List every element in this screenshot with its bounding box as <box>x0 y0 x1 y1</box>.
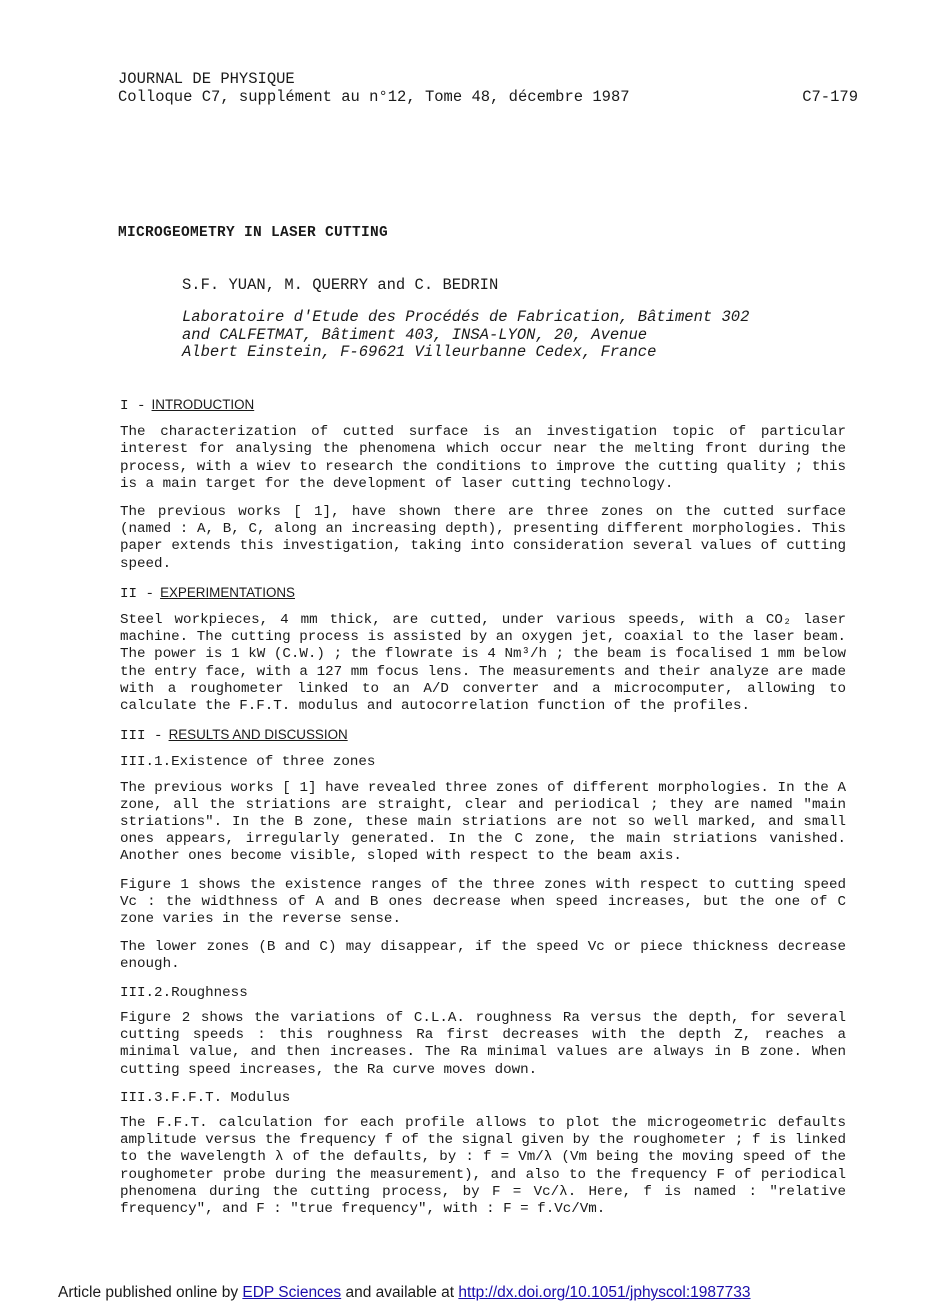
journal-header <box>118 70 858 106</box>
publisher-link[interactable]: EDP Sciences <box>242 1284 342 1301</box>
paragraph: The lower zones (B and C) may disappear, if the speed Vc or piece thickness decrease enough. <box>120 939 846 973</box>
section-heading-results: III - RESULTS AND DISCUSSION <box>120 727 348 745</box>
paragraph: Figure 2 shows the variations of C.L.A. roughness Ra versus the depth, for several cutting speeds : this roughness Ra first decreases with the depth Z, reaches a minimal value, and then increases. The Ra minimal values are always in B zone. When cutting speed increases, the Ra curve moves down. <box>120 1009 846 1078</box>
publication-footer <box>58 1284 751 1302</box>
subsection-heading: III.3.F.F.T. Modulus <box>120 1089 291 1106</box>
section-heading-experimentations: II - EXPERIMENTATIONS <box>120 584 295 602</box>
affiliation-line: Laboratoire d'Etude des Procédés de Fabrication, Bâtiment 302 <box>182 308 750 326</box>
affiliation <box>182 309 842 362</box>
paragraph: Figure 1 shows the existence ranges of the three zones with respect to cutting speed Vc : the widthness of A and B ones decrease when speed increases, but the one of C zone varies in the reverse sense. <box>120 876 846 928</box>
paper-body <box>120 396 846 1229</box>
footer-middle: and available at <box>341 1284 459 1301</box>
journal-name: JOURNAL DE PHYSIQUE <box>118 70 295 88</box>
paragraph: The previous works [ 1], have shown there are three zones on the cutted surface (named : A, B, C, along an increasing depth), presenting different morphologies. This paper extends this investigation, taking into consideration several values of cutting speed. <box>120 504 846 572</box>
affiliation-line: and CALFETMAT, Bâtiment 403, INSA-LYON, 20, Avenue <box>182 325 648 344</box>
paragraph: The characterization of cutted surface is an investigation topic of particular interest for analysing the phenomena which occur near the melting front during the process, with a wiev to research the conditions to improve the cutting quality ; this is a main target for the development of laser cutting technology. <box>120 424 846 492</box>
page-number: C7-179 <box>802 88 858 106</box>
paragraph: The previous works [ 1] have revealed three zones of different morphologies. In the A zone, all the striations are straight, clear and periodical ; they are named "main striations". In the B zone, these main striations are not so well marked, and small ones appears, irregularly generated. In the C zone, the main striations vanished. Another ones become visible, sloped with respect to the beam axis. <box>120 779 846 865</box>
footer-prefix: Article published online by <box>58 1284 243 1301</box>
paper-title: MICROGEOMETRY IN LASER CUTTING <box>118 225 389 241</box>
section-heading-introduction: I - INTRODUCTION <box>120 397 255 414</box>
authors: S.F. YUAN, M. QUERRY and C. BEDRIN <box>182 276 499 294</box>
paragraph: Steel workpieces, 4 mm thick, are cutted, under various speeds, with a CO₂ laser machine. The cutting process is assisted by an oxygen jet, coaxial to the laser beam. The power is 1 kW (C.W.) ; the flowrate is 4 Nm³/h ; the beam is focalised 1 mm below the entry face, with a 127 mm focus lens. The measurements and their analyze are made with a roughometer linked to an A/D converter and a microcomputer, allowing to calculate the F.F.T. modulus and autocorrelation function of the profiles. <box>120 612 846 715</box>
paragraph: The F.F.T. calculation for each profile allows to plot the microgeometric defaults amplitude versus the frequency f of the signal given by the roughometer ; f is linked to the wavelength λ of the defaults, by : f = Vm/λ (Vm being the moving speed of the roughometer probe during the measurement), and also to the frequency F of periodical phenomena during the cutting process, by F = Vc/λ. Here, f is named : "relative frequency", and F : "true frequency", with : F = f.Vc/Vm. <box>120 1114 846 1217</box>
affiliation-line: Albert Einstein, F-69621 Villeurbanne Cedex, France <box>182 343 657 361</box>
colloque-line: Colloque C7, supplément au n°12, Tome 48, décembre 1987 <box>118 88 630 106</box>
subsection-heading: III.1.Existence of three zones <box>120 754 376 771</box>
subsection-heading: III.2.Roughness <box>120 984 248 1001</box>
doi-link[interactable]: http://dx.doi.org/10.1051/jphyscol:1987733 <box>458 1284 751 1301</box>
